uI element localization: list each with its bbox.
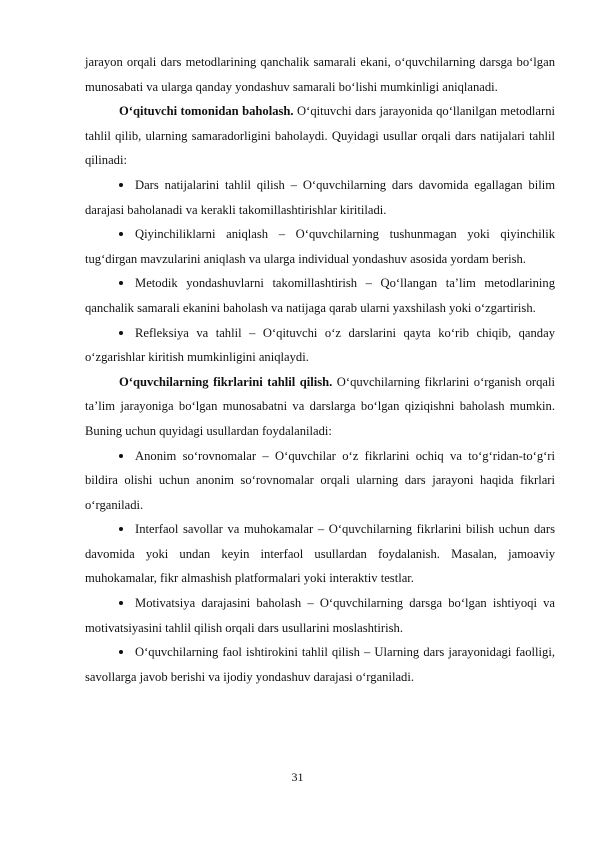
document-body [85, 50, 555, 689]
paragraph-text: O‘quvchilarning fikrlarini o‘rganish orqali ta’lim jarayoniga bo‘lgan munosabatni va darslarga bo‘lgan qiziqishni baholash mumkin. Buning uchun quyidagi usullardan foydalaniladi: [85, 374, 555, 438]
paragraph-continuation: jarayon orqali dars metodlarining qanchalik samarali ekani, o‘quvchilarning darsga bo‘lgan munosabati va ularga qanday yondashuv samarali bo‘lishi mumkinligi aniqlanadi. [85, 55, 555, 94]
list-item-text: O‘quvchilarning faol ishtirokini tahlil qilish – Ularning dars jarayonidagi faolligi, savollarga javob berishi va ijodiy yondashuv darajasi o‘rganiladi. [85, 645, 555, 684]
bullet-icon [119, 454, 123, 458]
section-heading-teacher-assessment: O‘qituvchi tomonidan baholash. [119, 104, 294, 119]
list-item-text: Qiyinchiliklarni aniqlash – O‘quvchilarning tushunmagan yoki qiyinchilik tug‘dirgan mavzularini aniqlash va ularga individual yondashuv asosida yordam berish. [85, 227, 555, 266]
bullet-icon [119, 232, 123, 236]
list-item-text: Metodik yondashuvlarni takomillashtirish – Qo‘llangan ta’lim metodlarining qanchalik samarali ekanini baholash va natijaga qarab ularni yaxshilash yoki o‘zgartirish. [85, 276, 555, 315]
bullet-icon [119, 527, 123, 531]
page-number: 31 [291, 770, 304, 784]
bullet-icon [119, 183, 123, 187]
list-item [85, 640, 555, 689]
list-item [85, 591, 555, 640]
bullet-icon [119, 650, 123, 654]
bullet-icon [119, 331, 123, 335]
list-item [85, 517, 555, 591]
list-item [85, 271, 555, 320]
list-item [85, 173, 555, 222]
list-item-text: Motivatsiya darajasini baholash – O‘quvchilarning darsga bo‘lgan ishtiyoqi va motivatsiyasini tahlil qilish orqali dars usullarini moslashtirish. [85, 596, 555, 635]
list-item-text: Dars natijalarini tahlil qilish – O‘quvchilarning dars davomida egallagan bilim darajasi baholanadi va kerakli takomillashtirishlar kiritiladi. [85, 177, 555, 217]
list-item [85, 321, 555, 370]
bullet-icon [119, 601, 123, 605]
bullet-icon [119, 281, 123, 285]
list-item-text: Anonim so‘rovnomalar – O‘quvchilar o‘z fikrlarini ochiq va to‘g‘ridan-to‘g‘ri bildira olishi uchun anonim so‘rovnomalar orqali ularning dars jarayoni haqida fikrlari o‘rganiladi. [85, 448, 555, 512]
section-heading-student-feedback: O‘quvchilarning fikrlarini tahlil qilish. [119, 374, 333, 389]
list-item-text: Refleksiya va tahlil – O‘qituvchi o‘z darslarini qayta ko‘rib chiqib, qanday o‘zgarishlar kiritish mumkinligini aniqlaydi. [85, 325, 555, 365]
paragraph-text: O‘qituvchi dars jarayonida qo‘llanilgan metodlarni tahlil qilib, ularning samaradorligini baholaydi. Quyidagi usullar orqali dars natijalari tahlil qilinadi: [85, 104, 555, 168]
paragraph-teacher-assessment [85, 99, 555, 173]
list-item [85, 222, 555, 271]
list-item [85, 444, 555, 518]
paragraph-student-feedback [85, 370, 555, 444]
list-item-text: Interfaol savollar va muhokamalar – O‘quvchilarning fikrlarini bilish uchun dars davomida yoki undan keyin interfaol usullardan foydalanish. Masalan, jamoaviy muhokamalar, fikr almashish platformalari yoki interaktiv testlar. [85, 522, 555, 586]
